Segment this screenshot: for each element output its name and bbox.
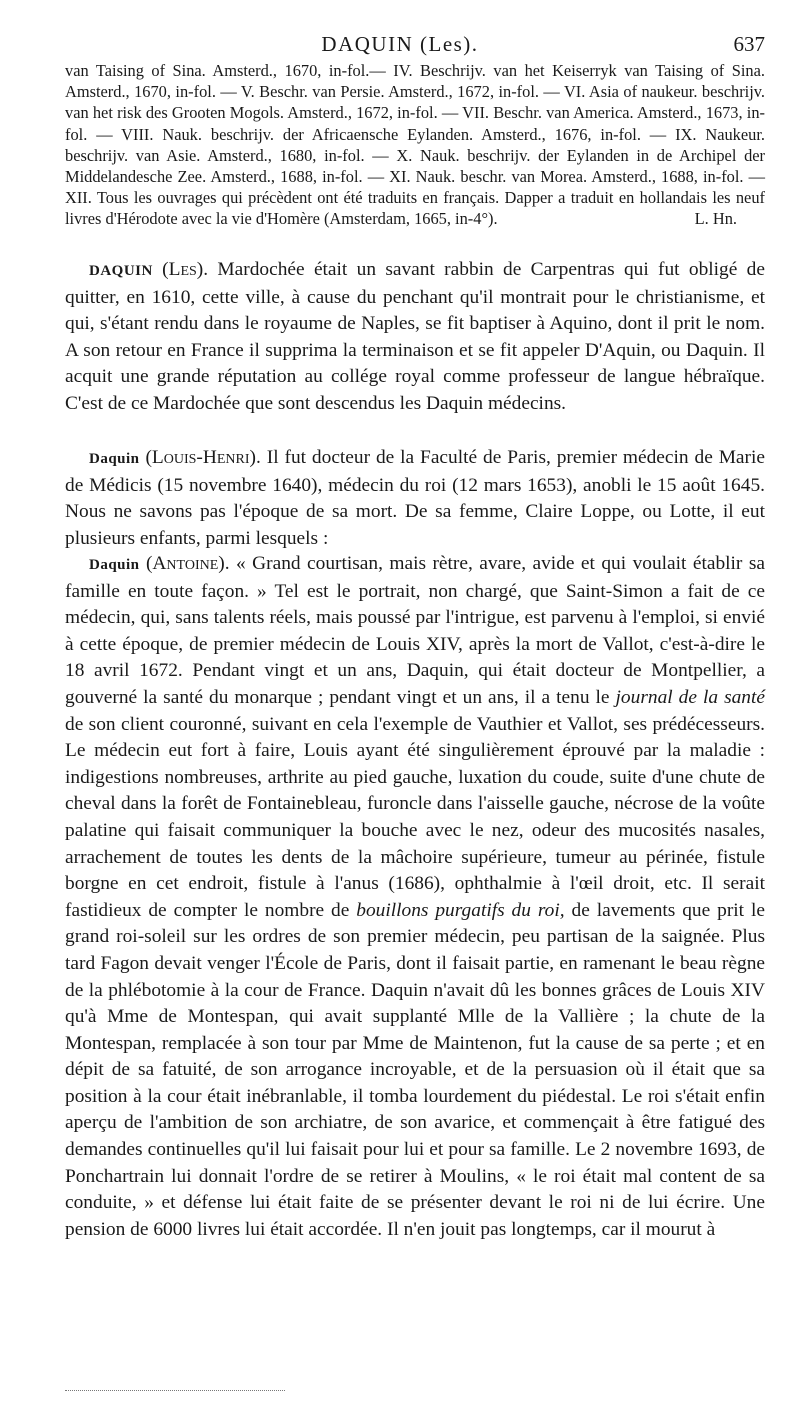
entry-daquin-les	[65, 257, 765, 418]
running-title: DAQUIN (Les).	[321, 32, 479, 56]
entry-text-part: « Grand courtisan, mais rètre, avare, avide et qui voulait établir sa famille en toute façon. » Tel est le portrait, non chargé, que Saint-Simon a fait de ce médecin, qui, sans talents réels, mais poussé par l'intrigue, est parvenu à l'emploi, si envié à cette époque, de premier médecin de Louis XIV, après la mort de Vallot, c'est-à-dire le 18 avril 1672. Pendant vingt et un ans, Daquin, qui était docteur de Montpellier, a gouverné la santé du monarque ; pendant vingt et un ans, il a tenu le	[65, 553, 765, 708]
entry-headword: Daquin	[89, 557, 140, 573]
entry-daquin-antoine	[65, 551, 765, 1243]
author-signature: L. Hn.	[694, 209, 737, 229]
continuation-text: van Taising of Sina. Amsterd., 1670, in-fol.— IV. Beschrijv. van het Keiserryk van Taising of Sina. Amsterd., 1670, in-fol. — V. Beschr. van Persie. Amsterd., 1672, in-fol. — VI. Asia of naukeur. beschrijv. van het risk des Grooten Mogols. Amsterd., 1672, in-fol. — VII. Beschr. van America. Amsterd., 1673, in-fol. — VIII. Nauk. beschrijv. der Africaensche Eylanden. Amsterd., 1676, in-fol. — IX. Naukeur. beschrijv. van Asie. Amsterd., 1680, in-fol. — X. Nauk. beschrijv. der Eylanden in de Archipel der Middelandesche Zee. Amsterd., 1688, in-fol. — XI. Nauk. beschr. van Morea. Amsterd., 1688, in-fol. — XII. Tous les ouvrages qui précèdent ont été traduits en français. Dapper a traduit en hollandais les neuf livres d'Hérodote avec la vie d'Homère (Amsterdam, 1665, in-4°).	[65, 61, 765, 229]
entry-headword: Daquin	[89, 451, 140, 467]
entry-headword: DAQUIN	[89, 263, 153, 279]
page-number: 637	[733, 32, 765, 56]
entry-daquin-louis-henri	[65, 445, 765, 552]
page-header	[0, 32, 800, 56]
entry-text-part: de lavements que prit le grand roi-soleil sur les ordres de son premier médecin, peu partisan de la saignée. Plus tard Fagon devait venger l'École de Paris, dont il faisait partie, en ramenant le beau règne de la phlébotomie à la cour de France. Daquin n'avait dû les bonnes grâces de Louis XIV qu'à Mme de Montespan, qui avait supplanté Mlle de la Vallière ; la chute de la Montespan, remplacée à son tour par Mme de Maintenon, fut la cause de sa perte ; et en dépit de sa fatuité, de son arrogance incroyable, et de la persuasion où il était que sa position à la cour était inébranlable, il tomba lourdement du piédestal. Le roi s'était enfin aperçu de l'ambition de son archiatre, de son avarice, et commençait à être fatigué des demandes continuelles qu'il lui faisait pour lui et pour sa famille. Le 2 novembre 1693, de Ponchartrain lui donnait l'ordre de se retirer à Moulins, « le roi était mal content de sa conduite, » et défense lui était faite de se présenter devant le roi ni de lui écrire. Une pension de 6000 livres lui était accordée. Il n'en jouit pas longtemps, car il mourut à	[65, 899, 765, 1240]
footer-rule	[65, 1390, 285, 1391]
entry-given-name: (Les).	[162, 259, 209, 280]
entry-text-part: de son client couronné, suivant en cela l'exemple de Vauthier et Vallot, ses prédécesseurs. Le médecin eut fort à faire, Louis ayant été singulièrement éprouvé par la maladie : indigestions nombreuses, arthrite au pied gauche, luxation du coude, suite d'une chute de cheval dans la forêt de Fontainebleau, furoncle dans l'aisselle gauche, nécrose de la voûte palatine qui faisait communiquer la bouche avec le nez, odeur des mucosités nasales, arrachement de toutes les dents de la mâchoire supérieure, tumeur au périnée, fistule borgne en cet endroit, fistule à l'anus (1686), ophthalmie à l'œil droit, etc. Il serait fastidieux de compter le nombre de	[65, 713, 765, 921]
entry-text: Mardochée était un savant rabbin de Carpentras qui fut obligé de quitter, en 1610, cette ville, à cause du penchant qu'il montrait pour le christianisme, et qui, s'étant rendu dans le royaume de Naples, se fit baptiser à Aquino, dont il prit le nom. A son retour en France il supprima la terminaison et se fit appeler D'Aquin, ou Daquin. Il acquit une grande réputation au collége royal comme professeur de langue hébraïque. C'est de ce Mardochée que sont descendus les Daquin médecins.	[65, 259, 765, 414]
entry-given-name: (Antoine).	[145, 553, 230, 574]
entry-text: Il fut docteur de la Faculté de Paris, premier médecin de Marie de Médicis (15 novembre 1640), médecin du roi (12 mars 1653), anobli le 15 août 1645. Nous ne savons pas l'époque de sa mort. De sa femme, Claire Loppe, ou Lotte, il eut plusieurs enfants, parmi lesquels :	[65, 447, 765, 549]
entry-italic-title: journal de la santé	[615, 686, 765, 708]
continuation-paragraph	[65, 60, 765, 230]
entry-italic-title: bouillons purgatifs du roi,	[356, 899, 565, 921]
entry-given-name: (Louis-Henri).	[145, 447, 261, 468]
